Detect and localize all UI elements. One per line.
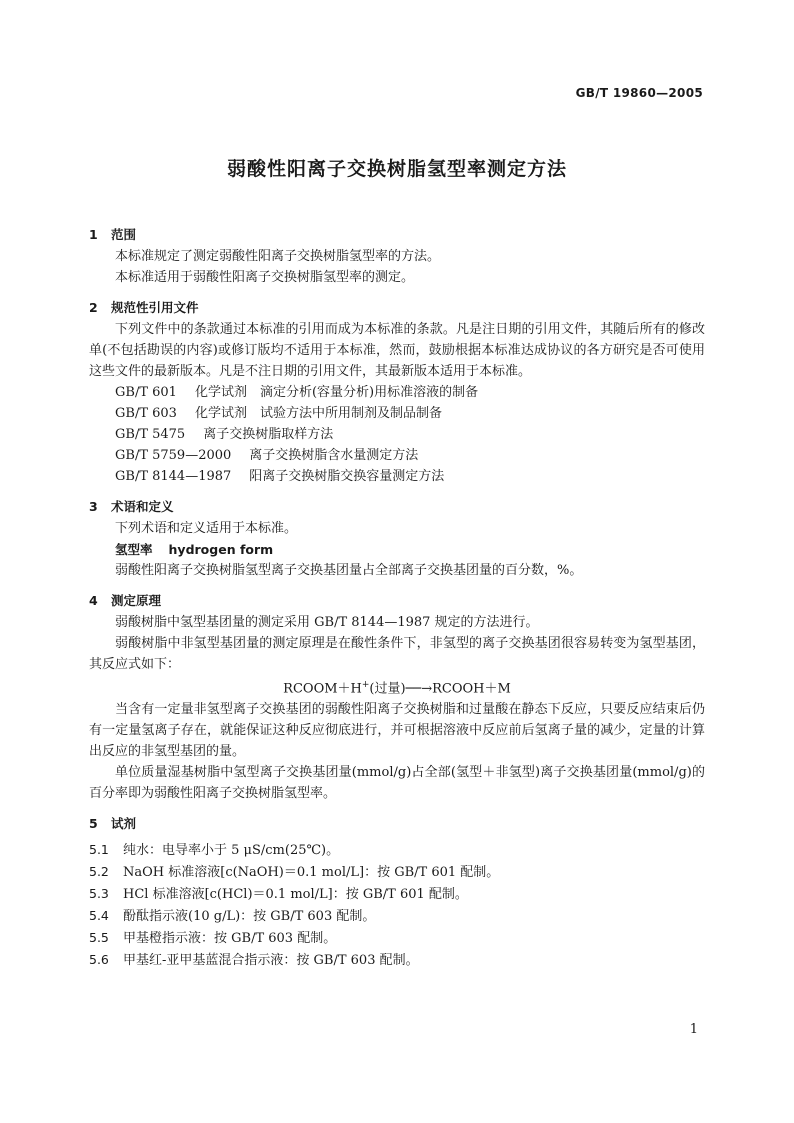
paragraph: 下列术语和定义适用于本标准。 — [115, 521, 298, 536]
term-definition: 弱酸性阳离子交换树脂氢型离子交换基团量占全部离子交换基团量的百分数，%。 — [115, 563, 583, 578]
section-heading-scope: 1 范围 — [89, 227, 137, 242]
section-heading-principle: 4 测定原理 — [89, 593, 162, 608]
document-body — [89, 220, 705, 971]
reagent-item: 5.2 NaOH 标准溶液[c(NaOH)＝0.1 mol/L]：按 GB/T 601 配制。 — [89, 864, 500, 881]
paragraph: 本标准规定了测定弱酸性阳离子交换树脂氢型率的方法。 — [115, 249, 441, 264]
reference-item: GB/T 8144—1987 阳离子交换树脂交换容量测定方法 — [115, 469, 445, 484]
term-entry: 氢型率 hydrogen form — [115, 542, 274, 557]
paragraph: 弱酸树脂中非氢型基团量的测定原理是在酸性条件下，非氢型的离子交换基团很容易转变为氢型基团，其反应式如下： — [89, 636, 705, 672]
reagent-item: 5.5 甲基橙指示液：按 GB/T 603 配制。 — [89, 930, 337, 947]
reagent-item: 5.6 甲基红-亚甲基蓝混合指示液：按 GB/T 603 配制。 — [89, 952, 419, 969]
reagent-item: 5.4 酚酞指示液(10 g/L)：按 GB/T 603 配制。 — [89, 908, 376, 925]
paragraph: 单位质量湿基树脂中氢型离子交换基团量(mmol/g)占全部(氢型＋非氢型)离子交换基团量(mmol/g)的百分率即为弱酸性阳离子交换树脂氢型率。 — [89, 765, 705, 802]
reference-item: GB/T 5759—2000 离子交换树脂含水量测定方法 — [115, 448, 419, 463]
reagent-item: 5.3 HCl 标准溶液[c(HCl)＝0.1 mol/L]：按 GB/T 601 配制。 — [89, 886, 468, 903]
reference-item: GB/T 601 化学试剂 滴定分析(容量分析)用标准溶液的制备 — [115, 385, 479, 400]
section-heading-reagents: 5 试剂 — [89, 816, 137, 832]
section-heading-terms: 3 术语和定义 — [89, 499, 174, 514]
reaction-formula: RCOOM＋H+(过量)──→RCOOH＋M — [283, 680, 511, 697]
paragraph: 下列文件中的条款通过本标准的引用而成为本标准的条款。凡是注日期的引用文件，其随后所有的修改单(不包括勘误的内容)或修订版均不适用于本标准，然而，鼓励根据本标准达成协议的各方研究是否可使用这些文件的最新版本。凡是不注日期的引用文件，其最新版本适用于本标准。 — [89, 322, 705, 379]
standard-code: GB/T 19860—2005 — [575, 86, 703, 100]
paragraph: 当含有一定量非氢型离子交换基团的弱酸性阳离子交换树脂和过量酸在静态下反应，只要反应结束后仍有一定量氢离子存在，就能保证这种反应彻底进行，并可根据溶液中反应前后氢离子量的减少，定量的计算出反应的非氢型基团的量。 — [89, 702, 705, 760]
paragraph: 本标准适用于弱酸性阳离子交换树脂氢型率的测定。 — [115, 270, 415, 285]
document-title: 弱酸性阳离子交换树脂氢型率测定方法 — [226, 158, 567, 180]
reference-item: GB/T 603 化学试剂 试验方法中所用制剂及制品制备 — [115, 406, 442, 421]
reference-item: GB/T 5475 离子交换树脂取样方法 — [115, 427, 334, 442]
reagent-item: 5.1 纯水：电导率小于 5 μS/cm(25℃)。 — [89, 842, 340, 859]
page-number: 1 — [689, 1022, 698, 1037]
paragraph: 弱酸树脂中氢型基团量的测定采用 GB/T 8144—1987 规定的方法进行。 — [115, 615, 539, 630]
section-heading-normative-references: 2 规范性引用文件 — [89, 300, 199, 315]
